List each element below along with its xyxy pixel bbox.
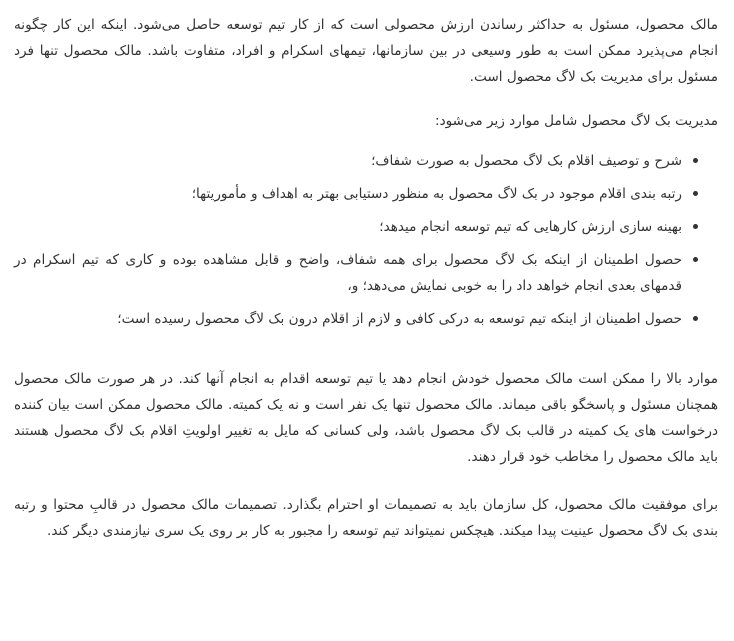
list-item-text: رتبه بندی اقلام موجود در بک لاگ محصول به منظور دستیابی بهتر به اهداف و مأموریتها؛ bbox=[191, 186, 682, 202]
paragraph-product-owner-role: مالک محصول، مسئول به حداکثر رساندن ارزش محصولی است که از کار تیم توسعه حاصل می‌شود. اینکه این کار چگونه انجام می‌پذیرد ممکن است به طور وسیعی در بین سازمانها، تیمهای اسکرام و افراد، متفاوت باشد. مالک محصول تنها فرد مسئول برای مدیریت بک لاگ محصول است. bbox=[14, 17, 718, 85]
list-item bbox=[14, 214, 698, 240]
paragraph-backlog-management-intro: مدیریت بک لاگ محصول شامل موارد زیر می‌شود: bbox=[434, 113, 718, 129]
paragraph-accountability: موارد بالا را ممکن است مالک محصول خودش انجام دهد یا تیم توسعه اقدام به انجام آنها کند. در هر صورت مالک محصول همچنان مسئول و پاسخگو باقی میماند. مالک محصول تنها یک نفر است و نه یک کمیته. مالک محصول ممکن است بیان کننده درخواست های یک کمیته در قالب بک لاگ محصول باشد، ولی کسانی که مایل به تغییر اولویتِ اقلام بک لاگ محصول هستند باید مالک محصول را مخاطب خود قرار دهند. bbox=[14, 371, 718, 465]
list-item-text: بهینه سازی ارزش کارهایی که تیم توسعه انجام میدهد؛ bbox=[379, 219, 682, 235]
list-item-text: شرح و توصیف اقلام بک لاگ محصول به صورت شفاف؛ bbox=[371, 153, 682, 169]
bullet-icon bbox=[693, 257, 698, 262]
list-item bbox=[14, 247, 698, 299]
bullet-icon bbox=[693, 158, 698, 163]
list-item bbox=[14, 148, 698, 174]
list-item-text: حصول اطمینان از اینکه بک لاگ محصول برای همه شفاف، واضح و قابل مشاهده بوده و کاری که تیم اسکرام در قدمهای بعدی انجام خواهد داد را به خوبی نمایش می‌دهد؛ و، bbox=[14, 252, 682, 294]
backlog-management-list bbox=[14, 148, 718, 332]
list-item bbox=[14, 306, 698, 332]
paragraph-organization-respect: برای موفقیت مالک محصول، کل سازمان باید به تصمیمات او احترام بگذارد. تصمیمات مالک محصول در قالبِ محتوا و رتبه بندی بک لاگ محصول عینیت پیدا میکند. هیچکس نمیتواند تیم توسعه را مجبور به کار بر روی یک سری نیازمندی دیگر کند. bbox=[14, 497, 718, 539]
bullet-icon bbox=[693, 316, 698, 321]
bullet-icon bbox=[693, 191, 698, 196]
bullet-icon bbox=[693, 224, 698, 229]
list-item-text: حصول اطمینان از اینکه تیم توسعه به درکی کافی و لازم از اقلام درون بک لاگ محصول رسیده است؛ bbox=[117, 311, 682, 327]
list-item bbox=[14, 181, 698, 207]
